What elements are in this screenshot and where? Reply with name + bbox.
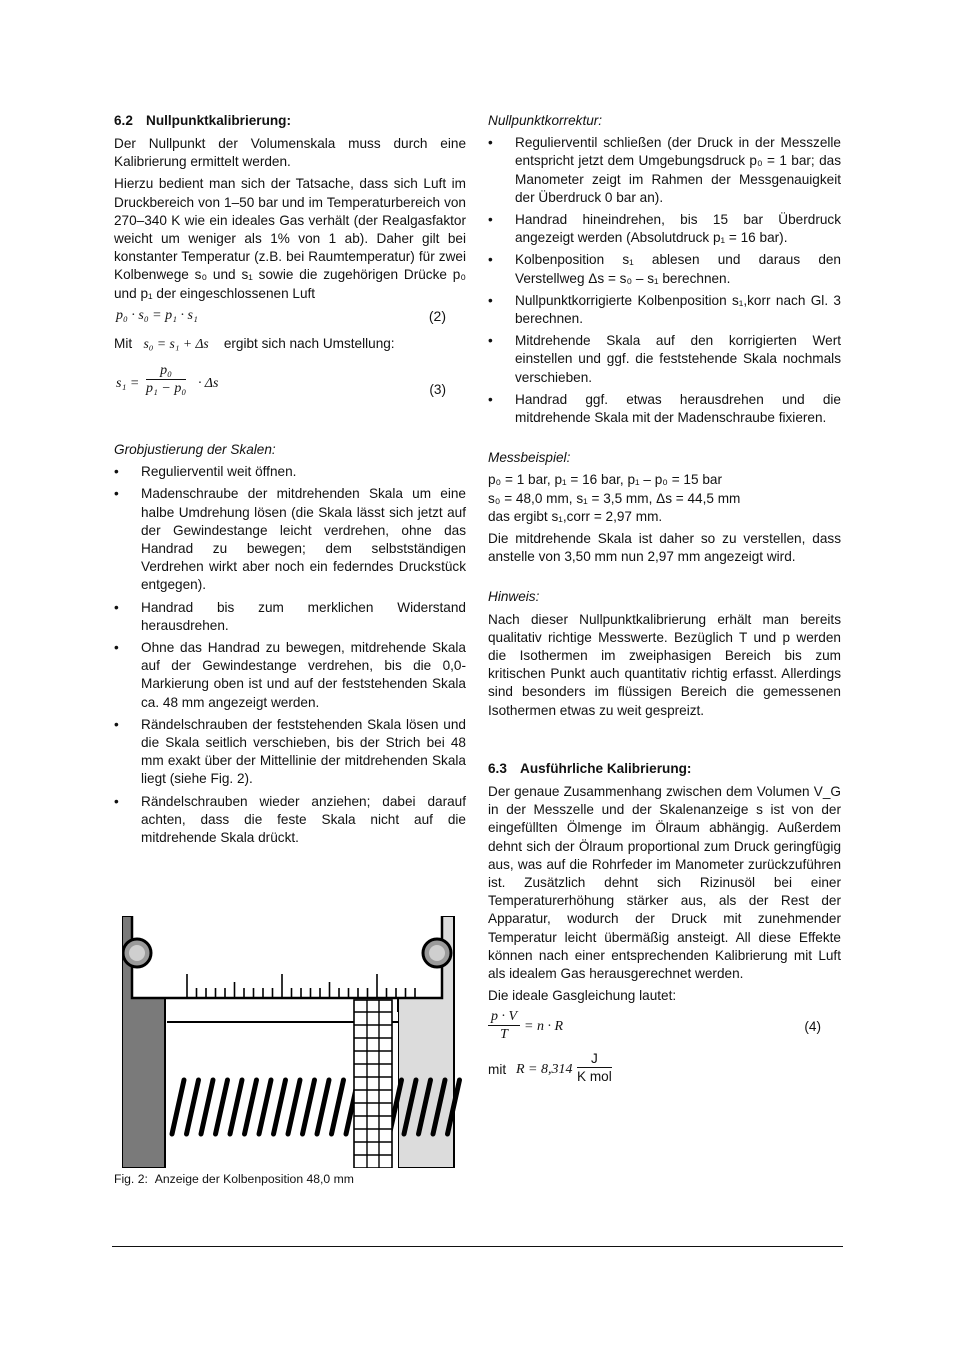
mit-label: Mit [114, 335, 133, 351]
section-number: 6.3 [488, 760, 507, 776]
section-title: Nullpunktkalibrierung: [146, 113, 292, 128]
paragraph-intro: Der Nullpunkt der Volumenskala muss durch eine Kalibrierung ermittelt werden. [114, 136, 466, 170]
mit-text: ergibt sich nach Umstellung: [223, 335, 395, 351]
paragraph-ideal-gas: Hierzu bedient man sich der Tatsache, dass sich Luft im Druckbereich von 1–50 bar und im Temperaturbereich von 270–340 K wie ein ideales Gas verhält (der Realgasfaktor weicht um weniger als 1% von 1 ab). Daher gilt bei konstanter Temperatur (z.B. bei Raumtemperatur) für zwei Kolbenwege s₀ und s₁ sowie die zugehörigen Drücke p₀ und p₁ der eingeschlossenen Luft [114, 176, 466, 301]
footer-rule [112, 1246, 843, 1247]
list-item: • Regulierventil weit öffnen. [114, 463, 466, 481]
list-item: • Regulierventil schließen (der Druck in der Messzelle entspricht jetzt dem Umgebungsdruck p₀ = 1 bar; das Manometer zeigt im Rahmen der Messgenauigkeit der Überdruck 0 bar an). [488, 134, 841, 207]
list-item: • Handrad hineindrehen, bis 15 bar Überdruck angezeigt werden (Absolutdruck p₁ = 16 bar). [488, 211, 841, 247]
equation-2-number: (2) [428, 307, 446, 324]
list-nullpunktkorrektur [488, 134, 841, 427]
equation-4-fraction [488, 1009, 520, 1043]
subheading-nullpunktkorrektur: Nullpunktkorrektur: [488, 113, 603, 128]
subheading-messbeispiel: Messbeispiel: [488, 450, 571, 466]
gas-constant-unit [577, 1051, 612, 1085]
figure-label: Fig. 2: [114, 1172, 148, 1186]
list-item: • Rändelschrauben der feststehenden Skala lösen und die Skala seitlich verschieben, bis der Strich bei 48 mm exakt über der Mittellinie der mitdrehenden Skala liegt (siehe Fig. 2). [114, 716, 466, 789]
equation-4-denominator: T [500, 1027, 508, 1043]
unit-denominator: K mol [577, 1069, 612, 1085]
left-column [114, 112, 466, 851]
equation-3-rhs: · Δs [198, 376, 219, 392]
gas-constant [488, 1051, 841, 1091]
equation-3-number: (3) [429, 382, 446, 398]
equation-3-denominator: p₁ − p₀ [146, 381, 187, 397]
unit-numerator: J [577, 1051, 612, 1068]
list-item: • Handrad ggf. etwas herausdrehen und die mitdrehende Skala mit der Madenschraube fixieren. [488, 391, 841, 427]
equation-3-fraction [146, 363, 186, 397]
right-screw-head [429, 945, 445, 961]
messbeispiel-line-3: das ergibt s₁,corr = 2,97 mm. [488, 508, 663, 524]
subheading-grobjustierung: Grobjustierung der Skalen: [114, 442, 276, 458]
equation-2 [114, 307, 466, 331]
paragraph-kalibrierung: Der genaue Zusammenhang zwischen dem Volumen V_G in der Messzelle und der Skalenanzeige s ist von der eingefüllten Ölmenge im Ölraum abhängig. Außerdem dehnt sich der Ölraum proportional zum Druck geringfügig aus, was auf die Rohrfeder im Manometer zurückzuführen ist. Zusätzlich dehnt sich Rizinusöl bei einer Temperaturerhöhung stärker aus, als der Rest der Apparatur, wodurch der Druck mit zunehmender Temperatur leicht übermäßig ansteigt. All diese Effekte können nach einer entsprechenden Kalibrierung mit Luft als idealem Gas herausgerechnet werden. [488, 783, 841, 981]
left-screw-head [129, 945, 145, 961]
list-item: • Madenschraube der mitdrehenden Skala um eine halbe Umdrehung lösen (die Skala lässt sich jetzt auf der Gewindestange leicht verdrehen, ohne das Handrad zu bewegen; dem selbstständigen Verdrehen wirkt aber noch ein federndes Druckstück entgegen). [114, 485, 466, 594]
mit-formula: s₀ = s₁ + Δs [143, 335, 209, 351]
section-number: 6.2 [114, 113, 133, 128]
fixed-scale-plate [132, 916, 442, 998]
section-heading-6-2 [114, 112, 466, 130]
section-title: Ausführliche Kalibrierung: [520, 760, 692, 776]
figure-caption-text: Anzeige der Kolbenposition 48,0 mm [154, 1172, 354, 1186]
equation-2-formula: p₀ · s₀ = p₁ · s₁ [116, 307, 198, 323]
section-heading-6-3 [488, 760, 841, 778]
paragraph-messbeispiel: Die mitdrehende Skala ist daher so zu verstellen, dass anstelle von 3,50 mm nun 2,97 mm angezeigt wird. [488, 531, 841, 565]
list-item: • Kolbenposition s₁ ablesen und daraus den Verstellweg Δs = s₀ – s₁ berechnen. [488, 251, 841, 287]
gas-constant-value: R = 8,314 [516, 1062, 573, 1078]
list-item: • Ohne das Handrad zu bewegen, mitdrehende Skala auf der Gewindestange verdrehen, bis die 0,0-Markierung oben ist und auf der feststehenden Skala ca. 48 mm angezeigt werden. [114, 639, 466, 712]
equation-4-numerator: p · V [488, 1009, 520, 1026]
equation-4-number: (4) [804, 1019, 821, 1035]
messbeispiel-line-2: s₀ = 48,0 mm, s₁ = 3,5 mm, Δs = 44,5 mm [488, 490, 741, 506]
list-item: • Mitdrehende Skala auf den korrigierten Wert einstellen und ggf. die feststehende Skala nochmals verschieben. [488, 332, 841, 387]
rotating-scale [354, 1000, 392, 1168]
figure-caption [114, 1172, 354, 1186]
equation-3-lhs: s₁ = [116, 376, 140, 392]
equation-4 [488, 1009, 841, 1049]
paragraph-ideale-gasgleichung: Die ideale Gasgleichung lautet: [488, 988, 677, 1004]
subheading-hinweis: Hinweis: [488, 589, 540, 605]
figure-piston-scale [122, 916, 466, 1168]
messbeispiel-line-1: p₀ = 1 bar, p₁ = 16 bar, p₁ – p₀ = 15 bar [488, 472, 722, 488]
equation-3-numerator: p₀ [146, 363, 186, 380]
equation-3 [114, 363, 466, 411]
list-grobjustierung [114, 463, 466, 847]
list-item: • Nullpunktkorrigierte Kolbenposition s₁,korr nach Gl. 3 berechnen. [488, 292, 841, 328]
right-column [488, 112, 841, 1091]
list-item: • Handrad bis zum merklichen Widerstand herausdrehen. [114, 599, 466, 635]
paragraph-hinweis: Nach dieser Nullpunktkalibrierung erhält man bereits qualitativ richtige Messwerte. Bezüglich T und p werden die Isothermen im zweiphasigen Bereich bis zum kritischen Punkt auch quantitativ richtig erfasst. Allerdings sind besonders im flüssigen Bereich die gemessenen Isothermen etwas zu weit gespreizt. [488, 611, 841, 718]
paragraph-mit [114, 335, 466, 353]
scale-drawing [122, 916, 460, 1168]
gas-constant-label: mit [488, 1062, 507, 1078]
list-item: • Rändelschrauben wieder anziehen; dabei darauf achten, dass die feste Skala nicht auf die mitdrehende Skala drückt. [114, 793, 466, 848]
equation-4-rhs: = n · R [524, 1019, 563, 1035]
